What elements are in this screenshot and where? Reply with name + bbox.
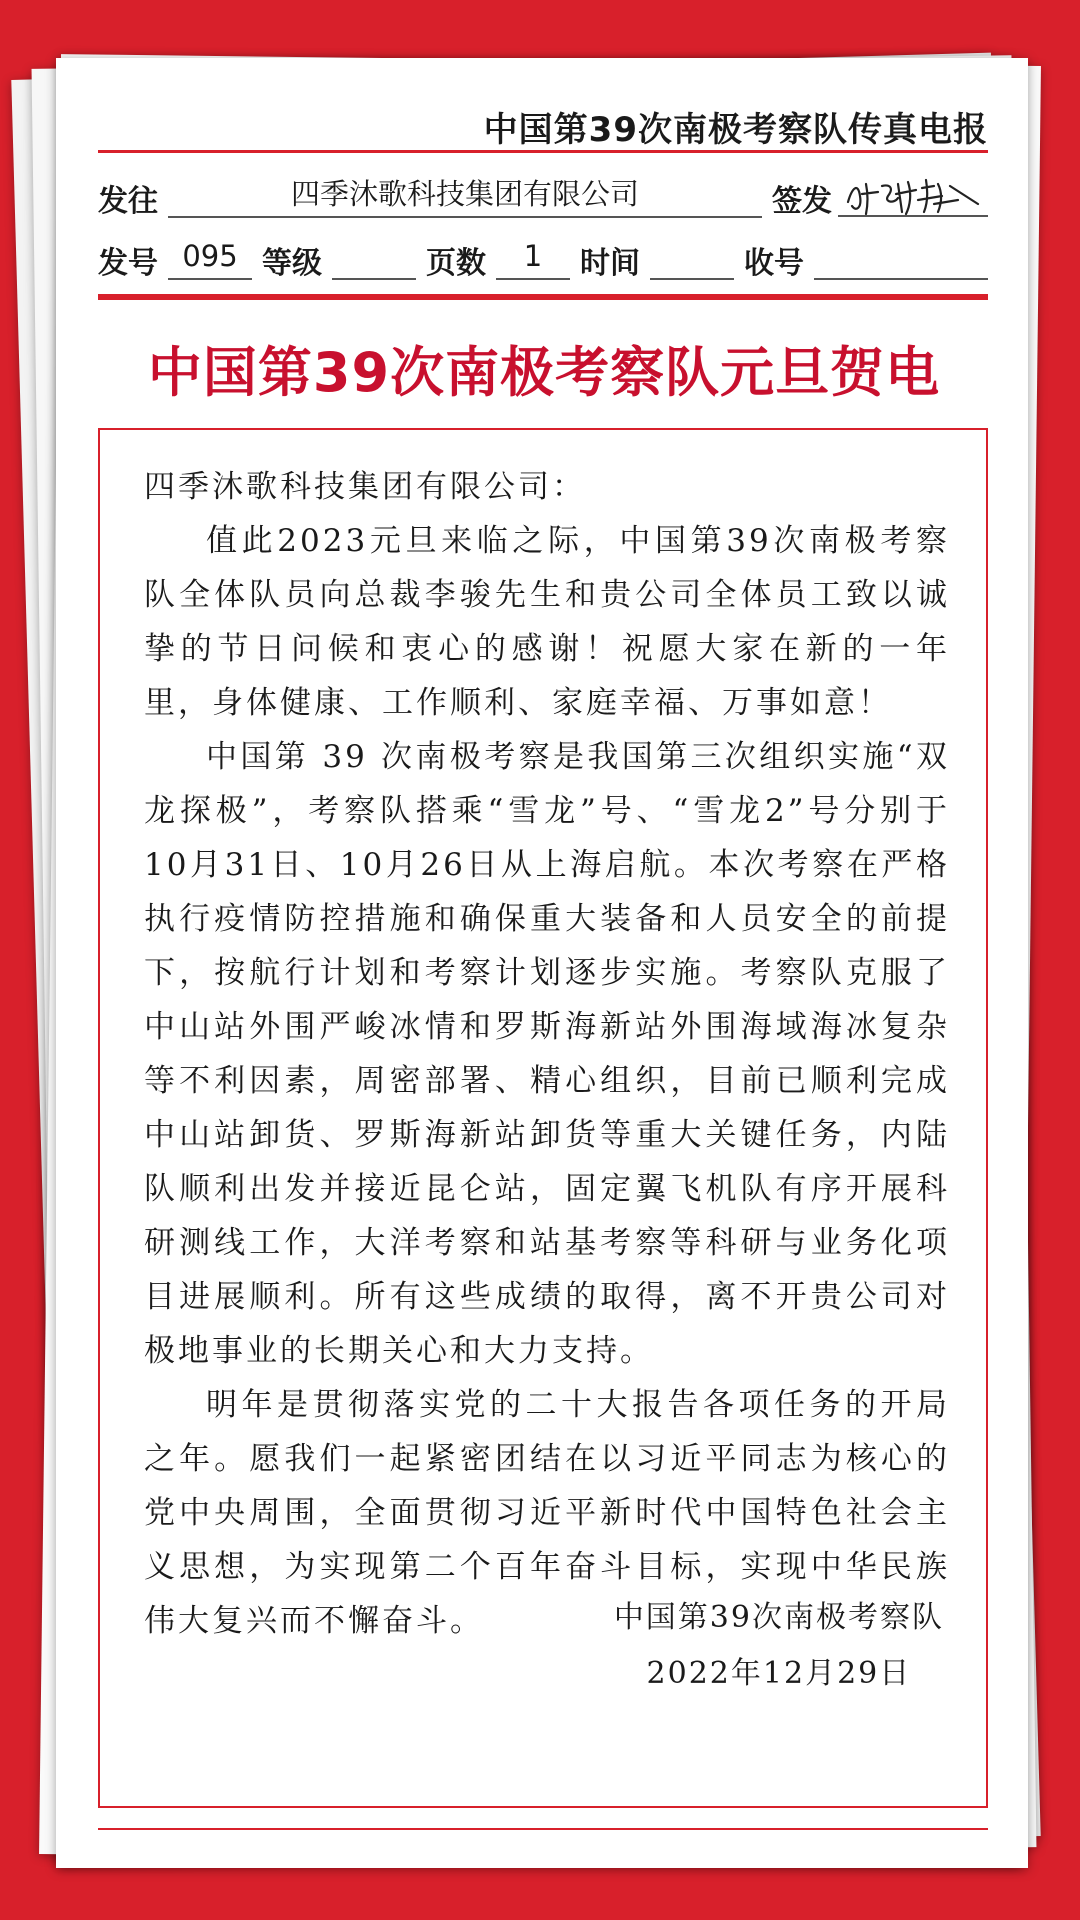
pages-value: 1 xyxy=(496,236,570,280)
level-value xyxy=(332,236,416,280)
header-divider xyxy=(98,150,988,153)
send-to-value: 四季沐歌科技集团有限公司 xyxy=(168,174,762,218)
letter-date: 2022年12月29日 xyxy=(646,1656,912,1691)
letter-paragraph: 值此2023元旦来临之际，中国第39次南极考察队全体队员向总裁李骏先生和贵公司全体员工致以诚挚的节日问候和衷心的感谢！祝愿大家在新的一年里，身体健康、工作顺利、家庭幸福、万事如意！ xyxy=(144,523,950,721)
number-label: 发号 xyxy=(98,246,158,281)
send-to-row xyxy=(98,172,988,224)
receive-value xyxy=(814,236,988,280)
letter-paragraph: 明年是贯彻落实党的二十大报告各项任务的开局之年。愿我们一起紧密团结在以习近平同志为核心的党中央周围，全面贯彻习近平新时代中国特色社会主义思想，为实现第二个百年奋斗目标，实现中华民族伟大复兴而不懈奋斗。 xyxy=(144,1387,950,1639)
footer-divider xyxy=(98,1828,988,1830)
letter-sign-off xyxy=(614,1590,944,1702)
fields-divider xyxy=(98,294,988,300)
time-value xyxy=(650,236,734,280)
letter-salutation: 四季沐歌科技集团有限公司： xyxy=(144,469,586,505)
letter-body-frame xyxy=(98,428,988,1808)
page-title: 中国第39次南极考察队元旦贺电 xyxy=(147,341,941,404)
level-label: 等级 xyxy=(262,246,322,281)
letter-paragraph: 中国第 39 次南极考察是我国第三次组织实施“双龙探极”，考察队搭乘“雪龙”号、“雪龙2”号分别于10月31日、10月26日从上海启航。本次考察在严格执行疫情防控措施和确保重大装备和人员安全的前提下，按航行计划和考察计划逐步实施。考察队克服了中山站外围严峻冰情和罗斯海新站外围海域海冰复杂等不利因素，周密部署、精心组织，目前已顺利完成中山站卸货、罗斯海新站卸货等重大关键任务，内陆队顺利出发并接近昆仑站，固定翼飞机队有序开展科研测线工作，大洋考察和站基考察等科研与业务化项目进展顺利。所有这些成绩的取得，离不开贵公司对极地事业的长期关心和大力支持。 xyxy=(144,739,950,1369)
sign-label: 签发 xyxy=(772,184,832,219)
time-label: 时间 xyxy=(580,246,640,281)
send-to-label: 发往 xyxy=(98,184,158,219)
telegram-header-title: 中国第39次南极考察队传真电报 xyxy=(483,110,988,150)
pages-label: 页数 xyxy=(426,246,486,281)
letter-body xyxy=(144,460,950,1648)
handwritten-signature xyxy=(838,172,988,218)
telegram-sheet xyxy=(56,58,1028,1868)
letter-signer: 中国第39次南极考察队 xyxy=(613,1600,944,1635)
telegram-meta-row xyxy=(98,234,988,286)
receive-label: 收号 xyxy=(744,246,804,281)
number-value: 095 xyxy=(168,236,252,280)
